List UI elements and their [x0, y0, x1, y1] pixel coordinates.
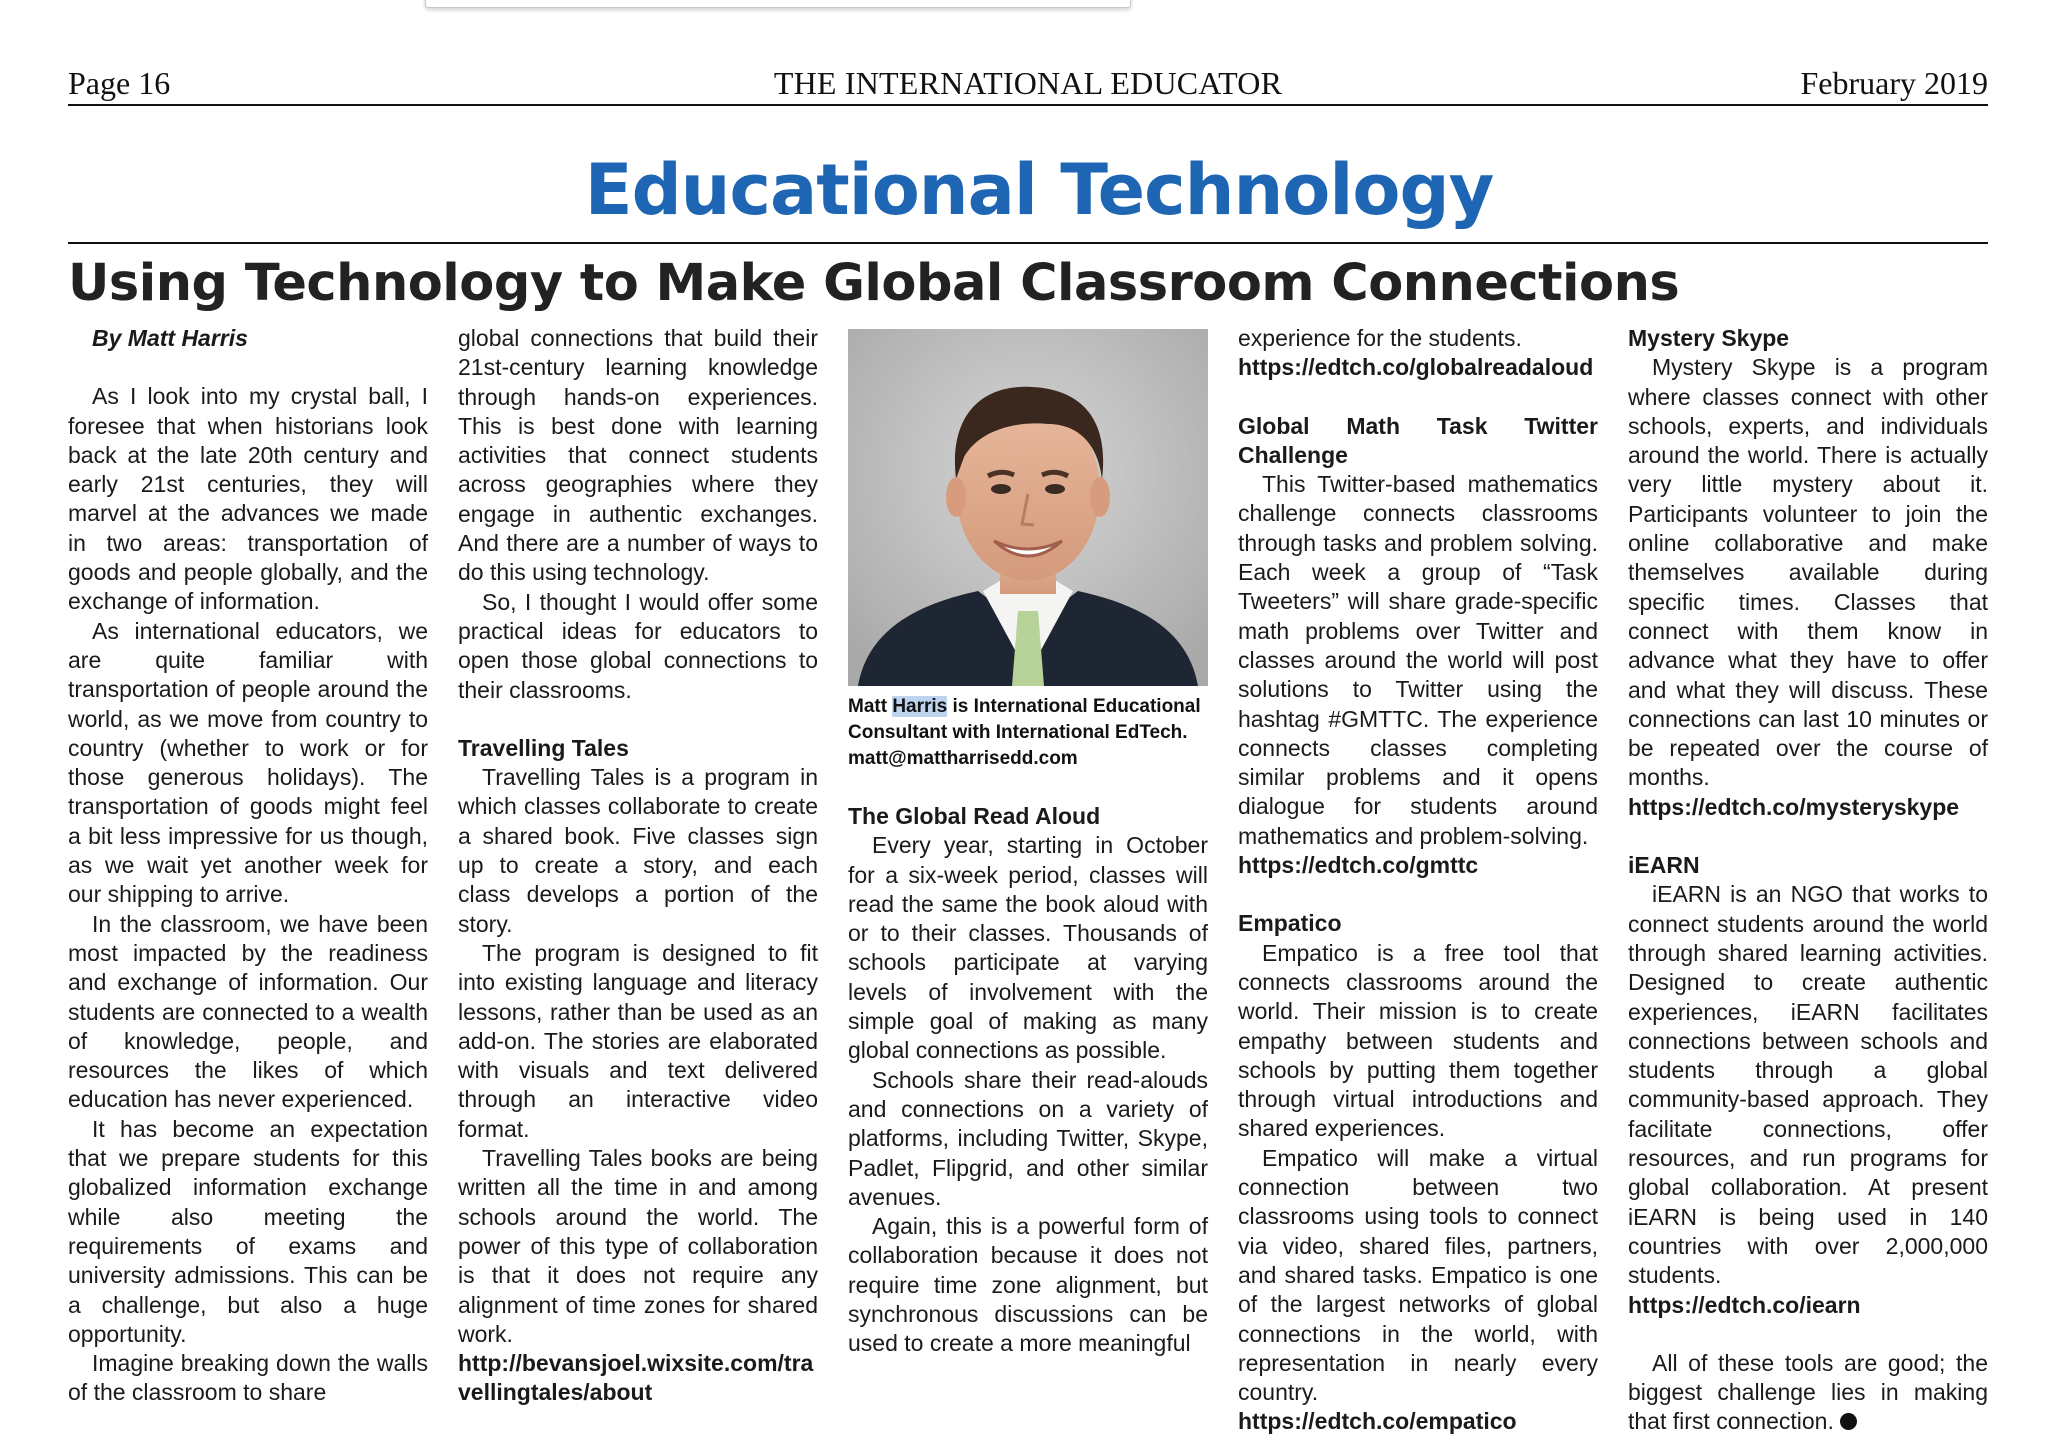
photo-caption	[848, 694, 1208, 772]
paragraph: In the classroom, we have been most impacted by the readiness and exchange of information. Our students are connected to a wealth of knowledge, people, and resources the likes of which education has never experienced.	[68, 910, 428, 1113]
article-column-2	[458, 324, 818, 1408]
paragraph: Travelling Tales books are being written all the time in and among schools around the world. The power of this type of collaboration is that it does not require any alignment of time zones for shared work.	[458, 1145, 818, 1347]
subheading-gmttc: Global Math Task Twitter Challenge	[1238, 412, 1598, 468]
paragraph: So, I thought I would offer some practical ideas for educators to open those global connections to their classrooms.	[458, 588, 818, 703]
paragraph: As international educators, we are quite familiar with transportation of people around the world, as we move from country to country (whether to work or for those generous holidays). The transportation of goods might feel a bit less impressive for us though, as we wait yet another week for our shipping to arrive.	[68, 617, 428, 908]
link-iearn[interactable]: https://edtch.co/iearn	[1628, 1291, 1861, 1318]
publication-name: THE INTERNATIONAL EDUCATOR	[773, 65, 1283, 101]
end-of-article-icon	[1840, 1413, 1857, 1430]
paragraph: It has become an expectation that we prepare students for this globalized information exchange while also meeting the requirements of exams and university admissions. This can be a challenge, but also a huge opportunity.	[68, 1115, 428, 1347]
article-column-1	[68, 324, 428, 1408]
caption-text: is International Educational Consultant with International EdTech. matt@mattharrisedd.com	[848, 696, 1201, 769]
closing-text: All of these tools are good; the biggest challenge lies in making that first connection.	[1628, 1349, 1988, 1435]
paragraph: Travelling Tales is a program in which classes collaborate to create a shared book. Five classes sign up to create a story, and each class develops a portion of the story.	[458, 764, 818, 937]
article-column-5	[1628, 324, 1988, 1437]
subheading-global-read-aloud: The Global Read Aloud	[848, 803, 1101, 829]
subheading-empatico: Empatico	[1238, 910, 1342, 937]
caption-first-name: Matt	[848, 696, 893, 717]
paragraph: Imagine breaking down the walls of the classroom to share	[68, 1350, 428, 1406]
author-portrait-icon	[848, 329, 1208, 686]
author-photo	[848, 329, 1208, 686]
article-headline: Using Technology to Make Global Classroom Connections	[68, 254, 1680, 313]
article-column-3	[848, 802, 1208, 1359]
paragraph: Empatico is a free tool that connects classrooms around the world. Their mission is to create empathy between students and schools by putting them together through virtual introductions and shared experiences.	[1238, 939, 1598, 1142]
paragraph: The program is designed to fit into existing language and literacy lessons, rather than be used as an add-on. The stories are elaborated with visuals and text delivered through an interactive video format.	[458, 939, 818, 1142]
paragraph: Empatico will make a virtual connection between two classrooms using tools to connect via video, shared files, partners, and shared tasks. Empatico is one of the largest networks of global connections in the world, with representation in nearly every country.	[1238, 1144, 1598, 1406]
link-empatico[interactable]: https://edtch.co/empatico	[1238, 1408, 1517, 1435]
paragraph: global connections that build their 21st-century learning knowledge through hands-on experiences. This is best done with learning activities that connect students across geographies where they engage in authentic exchanges. And there are a number of ways to do this using technology.	[458, 325, 818, 586]
masthead	[68, 64, 1988, 106]
link-mystery-skype[interactable]: https://edtch.co/mysteryskype	[1628, 793, 1960, 820]
section-title: Educational Technology	[584, 149, 1494, 231]
paragraph: As I look into my crystal ball, I foresee that when historians look back at the late 20th century and early 21st centuries, they will marvel at the advances we made in two areas: transportation of goods and people globally, and the exchange of information.	[68, 383, 428, 615]
closing-paragraph	[1628, 1349, 1988, 1437]
paragraph: Again, this is a powerful form of collaboration because it does not require time zone alignment, but synchronous discussions can be used to create a more meaningful	[848, 1213, 1208, 1357]
section-rule	[68, 242, 1988, 244]
paragraph: Mystery Skype is a program where classes connect with other schools, experts, and individuals around the world. There is actually very little mystery about it. Participants volunteer to join the online collaborative and make themselves available during specific times. Classes that connect with them know in advance what they have to offer and what they will discuss. These connections can last 10 minutes or be repeated over the course of months.	[1628, 354, 1988, 791]
browser-popup-edge	[425, 0, 1131, 8]
paragraph: experience for the students.	[1238, 325, 1522, 351]
link-global-read-aloud[interactable]: https://edtch.co/globalreadaloud	[1238, 354, 1594, 381]
issue-date: February 2019	[1800, 65, 1988, 101]
subheading-travelling-tales: Travelling Tales	[458, 734, 629, 761]
subheading-iearn: iEARN	[1628, 852, 1700, 879]
article-column-4	[1238, 324, 1598, 1437]
paragraph: iEARN is an NGO that works to connect students around the world through shared learning activities. Designed to create authentic experiences, iEARN facilitates connections between schools and students through a global community-based approach. They facilitate connections, offer resources, and run programs for global collaboration. At present iEARN is being used in 140 countries with over 2,000,000 students.	[1628, 881, 1988, 1289]
paragraph: Schools share their read-alouds and connections on a variety of platforms, including Twitter, Skype, Padlet, Flipgrid, and other similar avenues.	[848, 1066, 1208, 1210]
link-gmttc[interactable]: https://edtch.co/gmttc	[1238, 852, 1479, 879]
subheading-mystery-skype: Mystery Skype	[1628, 325, 1790, 351]
paragraph: This Twitter-based mathematics challenge connects classrooms through tasks and problem solving. Each week a group of “Task Tweeters” will share grade-specific math problems over Twitter and classes around the world will post solutions to Twitter using the hashtag #GMTTC. The experience connects classes completing similar problems and it opens dialogue for students around mathematics and problem-solving.	[1238, 471, 1598, 849]
link-travelling-tales[interactable]: http://bevansjoel.wixsite.com/travellingtales/about	[458, 1350, 814, 1406]
page-number: Page 16	[68, 65, 171, 101]
caption-name-highlight: Harris	[892, 696, 948, 717]
byline: By Matt Harris	[92, 325, 248, 351]
paragraph: Every year, starting in October for a six-week period, classes will read the same the book aloud with or to their classes. Thousands of schools participate at varying levels of involvement with the simple goal of making as many global connections as possible.	[848, 832, 1208, 1064]
